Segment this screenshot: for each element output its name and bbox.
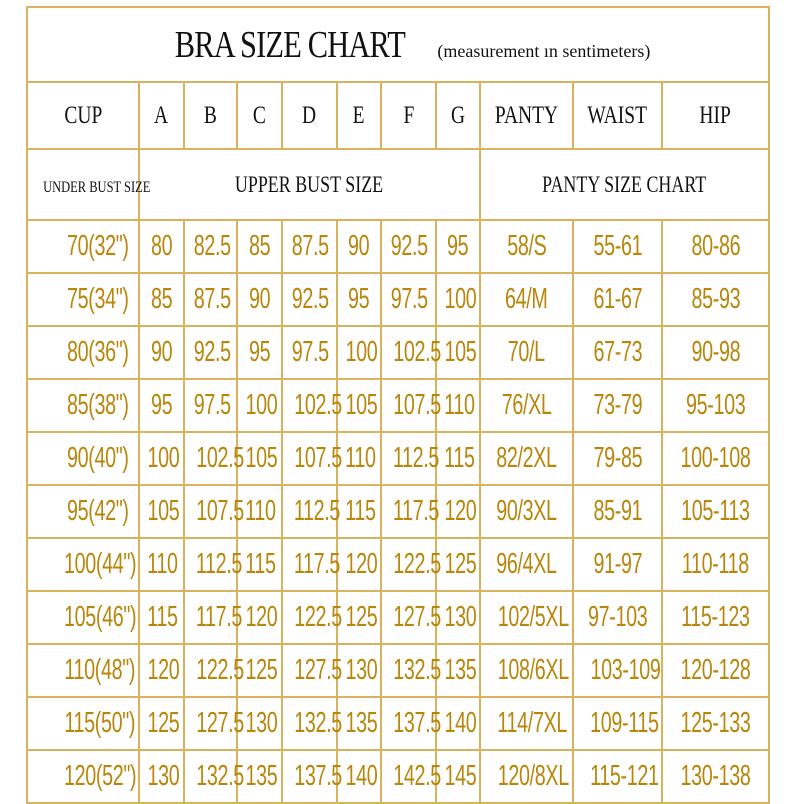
table-cell — [282, 326, 337, 379]
cell-value: 135 — [245, 760, 278, 792]
table-cell — [436, 220, 480, 273]
table-cell — [282, 644, 342, 697]
table-cell — [282, 432, 342, 485]
cell-value: 115-121 — [590, 760, 659, 792]
cell-value: 125 — [444, 548, 477, 580]
cell-value: 102.5 — [294, 389, 342, 421]
cell-value: 120 — [147, 654, 180, 686]
table-cell — [381, 220, 436, 273]
column-header-label: PANTY — [494, 102, 559, 129]
cell-value: 132.5 — [196, 760, 244, 792]
cell-value: 67-73 — [593, 336, 642, 368]
cell-value: 114/7XL — [497, 707, 568, 739]
table-cell — [337, 273, 381, 326]
cell-value: 61-67 — [593, 283, 642, 315]
column-header-label: F — [403, 102, 414, 129]
table-cell — [184, 220, 237, 273]
table-cell — [480, 485, 573, 538]
table-cell — [662, 750, 769, 803]
table-cell — [139, 273, 184, 326]
table-cell — [436, 326, 480, 379]
under-bust-cell — [27, 379, 139, 432]
bra-size-chart-table — [26, 6, 770, 804]
table-cell — [184, 273, 237, 326]
under-bust-cell — [27, 220, 139, 273]
table-cell — [337, 644, 381, 697]
table-cell — [480, 273, 573, 326]
table-cell — [381, 591, 441, 644]
cell-value: 105 — [245, 442, 278, 474]
column-header — [139, 82, 184, 149]
table-row — [27, 591, 769, 644]
cell-value: 100-108 — [680, 442, 751, 474]
table-cell — [480, 644, 573, 697]
cell-value: 92.5 — [193, 336, 231, 368]
cell-value: 80 — [150, 230, 173, 262]
cell-value: 80(36") — [66, 336, 129, 368]
cell-value: 90/3XL — [496, 495, 557, 527]
column-header-label: D — [302, 102, 317, 129]
cell-value: 127.5 — [294, 654, 342, 686]
table-cell — [184, 697, 244, 750]
cell-value: 70(32") — [66, 230, 129, 262]
cell-value: 102.5 — [196, 442, 244, 474]
table-cell — [573, 379, 662, 432]
table-cell — [139, 220, 184, 273]
table-cell — [573, 485, 662, 538]
cell-value: 120/8XL — [497, 760, 569, 792]
cell-value: 125 — [147, 707, 180, 739]
cell-value: 87.5 — [193, 283, 231, 315]
cell-value: 125 — [245, 654, 278, 686]
table-cell — [436, 273, 480, 326]
cell-value: 100 — [245, 389, 278, 421]
table-cell — [139, 432, 184, 485]
table-row — [27, 697, 769, 750]
table-cell — [662, 326, 769, 379]
cell-value: 145 — [444, 760, 477, 792]
panty-size-chart-header — [480, 149, 769, 220]
table-cell — [337, 750, 381, 803]
cell-value: 105 — [444, 336, 477, 368]
cell-value: 140 — [345, 760, 378, 792]
table-cell — [139, 379, 184, 432]
column-header — [237, 82, 282, 149]
cell-value: 82.5 — [193, 230, 231, 262]
table-row — [27, 538, 769, 591]
cell-value: 122.5 — [393, 548, 441, 580]
chart-title-cell — [27, 7, 769, 82]
cell-value: 90 — [248, 283, 271, 315]
table-row — [27, 750, 769, 803]
table-cell — [662, 644, 769, 697]
table-cell — [436, 591, 480, 644]
cell-value: 85(38") — [66, 389, 129, 421]
table-row — [27, 644, 769, 697]
cell-value: 109-115 — [590, 707, 659, 739]
cell-value: 115-123 — [681, 601, 750, 633]
cell-value: 115 — [444, 442, 475, 474]
table-cell — [381, 326, 441, 379]
cell-value: 122.5 — [196, 654, 244, 686]
cell-value: 110 — [147, 548, 178, 580]
chart-title: BRA SIZE CHART — [174, 23, 405, 66]
cell-value: 95-103 — [685, 389, 746, 421]
cell-value: 90(40") — [66, 442, 129, 474]
cell-value: 102.5 — [393, 336, 441, 368]
table-cell — [480, 379, 573, 432]
table-cell — [337, 697, 381, 750]
column-header — [480, 82, 573, 149]
table-cell — [381, 750, 441, 803]
cell-value: 90-98 — [691, 336, 740, 368]
column-header-label: CUP — [64, 102, 102, 129]
cell-value: 70/L — [507, 336, 546, 368]
table-cell — [237, 591, 282, 644]
cell-value: 90 — [348, 230, 370, 262]
cell-value: 135 — [345, 707, 378, 739]
table-cell — [381, 432, 440, 485]
cell-value: 120 — [345, 548, 378, 580]
table-cell — [436, 379, 480, 432]
cell-value: 115 — [345, 495, 376, 527]
table-cell — [573, 220, 662, 273]
cell-value: 87.5 — [291, 230, 329, 262]
under-bust-cell — [27, 326, 139, 379]
cell-value: 130 — [245, 707, 278, 739]
under-bust-label: UNDER BUST SIZE — [43, 179, 151, 196]
cell-value: 95(42") — [66, 495, 129, 527]
cell-value: 115 — [147, 601, 178, 633]
cell-value: 95 — [447, 230, 469, 262]
cell-value: 80-86 — [691, 230, 740, 262]
section-header-row — [27, 149, 769, 220]
table-cell — [139, 697, 184, 750]
table-row — [27, 220, 769, 273]
table-cell — [662, 379, 769, 432]
cell-value: 97.5 — [193, 389, 231, 421]
table-cell — [282, 379, 342, 432]
cell-value: 110-118 — [681, 548, 750, 580]
cell-value: 137.5 — [393, 707, 441, 739]
cell-value: 82/2XL — [496, 442, 557, 474]
cell-value: 130 — [345, 654, 378, 686]
cell-value: 110 — [345, 442, 376, 474]
cell-value: 97-103 — [587, 601, 648, 633]
under-bust-cell — [27, 591, 139, 644]
cell-value: 103-109 — [590, 654, 661, 686]
table-cell — [480, 538, 573, 591]
table-cell — [662, 697, 769, 750]
table-cell — [662, 220, 769, 273]
cell-value: 112.5 — [293, 495, 341, 527]
table-cell — [282, 591, 342, 644]
table-cell — [337, 379, 381, 432]
table-cell — [436, 697, 480, 750]
column-header — [662, 82, 769, 149]
cell-value: 73-79 — [593, 389, 642, 421]
table-cell — [139, 326, 184, 379]
table-cell — [139, 591, 184, 644]
cell-value: 100(44") — [63, 548, 137, 580]
table-cell — [662, 432, 769, 485]
cell-value: 100 — [345, 336, 378, 368]
cell-value: 115(50") — [64, 707, 136, 739]
table-cell — [436, 538, 480, 591]
table-cell — [480, 220, 573, 273]
cell-value: 85 — [150, 283, 173, 315]
table-cell — [662, 485, 769, 538]
table-cell — [184, 644, 244, 697]
table-cell — [573, 750, 662, 803]
table-row — [27, 485, 769, 538]
table-cell — [337, 538, 381, 591]
column-header — [282, 82, 337, 149]
cell-value: 112.5 — [392, 442, 440, 474]
table-cell — [662, 538, 769, 591]
cell-value: 125 — [345, 601, 378, 633]
table-row — [27, 326, 769, 379]
table-cell — [237, 273, 282, 326]
cell-value: 135 — [444, 654, 477, 686]
cell-value: 107.5 — [294, 442, 342, 474]
table-cell — [573, 591, 662, 644]
under-bust-cell — [27, 273, 139, 326]
cell-value: 102/5XL — [497, 601, 569, 633]
under-bust-header — [27, 149, 151, 220]
under-bust-cell — [27, 432, 139, 485]
table-cell — [381, 644, 441, 697]
column-header-row — [27, 82, 769, 149]
table-cell — [662, 273, 769, 326]
table-cell — [381, 538, 441, 591]
table-cell — [436, 485, 480, 538]
column-header — [184, 82, 237, 149]
column-header — [436, 82, 480, 149]
table-cell — [237, 220, 282, 273]
table-cell — [337, 326, 381, 379]
cell-value: 110(48") — [64, 654, 136, 686]
cell-value: 140 — [444, 707, 477, 739]
table-cell — [337, 432, 381, 485]
under-bust-cell — [27, 697, 139, 750]
cell-value: 105-113 — [681, 495, 750, 527]
cell-value: 127.5 — [393, 601, 441, 633]
table-cell — [184, 538, 243, 591]
cell-value: 108/6XL — [497, 654, 569, 686]
cell-value: 142.5 — [393, 760, 441, 792]
cell-value: 64/M — [505, 283, 548, 315]
table-cell — [381, 379, 441, 432]
column-header-label: HIP — [699, 102, 732, 129]
cell-value: 125-133 — [680, 707, 751, 739]
cell-value: 105 — [147, 495, 180, 527]
cell-value: 105(46") — [63, 601, 137, 633]
table-cell — [282, 538, 341, 591]
cell-value: 130 — [147, 760, 180, 792]
chart-subtitle: (measurement ın sentimeters) — [437, 40, 651, 61]
upper-bust-header — [139, 149, 480, 220]
table-row — [27, 273, 769, 326]
table-cell — [282, 220, 337, 273]
cell-value: 85-91 — [593, 495, 642, 527]
table-cell — [381, 273, 436, 326]
cell-value: 120 — [444, 495, 477, 527]
cell-value: 107.5 — [196, 495, 244, 527]
chart-body — [27, 7, 769, 803]
cell-value: 85-93 — [691, 283, 740, 315]
cell-value: 132.5 — [393, 654, 441, 686]
cell-value: 130 — [444, 601, 477, 633]
table-cell — [139, 750, 184, 803]
cell-value: 117.5 — [392, 495, 440, 527]
table-cell — [282, 697, 342, 750]
column-header-label: E — [353, 102, 365, 129]
table-cell — [480, 697, 573, 750]
cell-value: 55-61 — [593, 230, 642, 262]
table-row — [27, 379, 769, 432]
table-cell — [282, 273, 337, 326]
under-bust-cell — [27, 644, 139, 697]
under-bust-cell — [27, 750, 139, 803]
table-row — [27, 432, 769, 485]
cell-value: 137.5 — [294, 760, 342, 792]
cell-value: 112.5 — [195, 548, 243, 580]
column-header — [337, 82, 381, 149]
panty-size-chart-label: PANTY SIZE CHART — [542, 172, 707, 197]
table-cell — [337, 485, 381, 538]
cell-value: 95 — [248, 336, 271, 368]
table-cell — [573, 538, 662, 591]
column-header — [27, 82, 139, 149]
table-cell — [573, 273, 662, 326]
cell-value: 105 — [345, 389, 378, 421]
cell-value: 92.5 — [390, 230, 428, 262]
table-cell — [184, 326, 237, 379]
cell-value: 130-138 — [680, 760, 751, 792]
column-header-label: A — [154, 102, 169, 129]
table-cell — [436, 432, 480, 485]
column-header-label: C — [252, 102, 267, 129]
under-bust-cell — [27, 538, 139, 591]
cell-value: 75(34") — [66, 283, 129, 315]
cell-value: 132.5 — [294, 707, 342, 739]
cell-value: 76/XL — [501, 389, 552, 421]
column-header — [381, 82, 436, 149]
table-cell — [662, 591, 769, 644]
under-bust-cell — [27, 485, 139, 538]
upper-bust-label: UPPER BUST SIZE — [235, 172, 384, 197]
cell-value: 120(52") — [63, 760, 137, 792]
cell-value: 95 — [150, 389, 173, 421]
table-cell — [184, 379, 237, 432]
cell-value: 100 — [147, 442, 180, 474]
table-cell — [381, 697, 441, 750]
cell-value: 97.5 — [291, 336, 329, 368]
table-cell — [237, 538, 282, 591]
table-cell — [282, 750, 342, 803]
table-cell — [337, 591, 381, 644]
table-cell — [184, 750, 244, 803]
table-cell — [237, 379, 282, 432]
cell-value: 100 — [444, 283, 477, 315]
table-cell — [139, 485, 184, 538]
table-cell — [480, 432, 573, 485]
cell-value: 122.5 — [294, 601, 342, 633]
cell-value: 79-85 — [593, 442, 642, 474]
cell-value: 92.5 — [291, 283, 329, 315]
cell-value: 107.5 — [393, 389, 441, 421]
cell-value: 95 — [348, 283, 370, 315]
table-cell — [573, 644, 662, 697]
table-cell — [337, 220, 381, 273]
table-cell — [139, 644, 184, 697]
cell-value: 120 — [245, 601, 278, 633]
cell-value: 117.5 — [293, 548, 341, 580]
cell-value: 110 — [444, 389, 475, 421]
table-cell — [184, 485, 244, 538]
table-cell — [480, 591, 573, 644]
table-cell — [381, 485, 440, 538]
table-cell — [139, 538, 184, 591]
table-cell — [480, 326, 573, 379]
column-header — [573, 82, 662, 149]
cell-value: 85 — [248, 230, 271, 262]
cell-value: 58/S — [506, 230, 547, 262]
cell-value: 120-128 — [680, 654, 751, 686]
cell-value: 117.5 — [195, 601, 243, 633]
cell-value: 96/4XL — [496, 548, 557, 580]
cell-value: 110 — [245, 495, 276, 527]
table-cell — [573, 697, 662, 750]
cell-value: 97.5 — [390, 283, 428, 315]
table-cell — [184, 432, 244, 485]
table-cell — [436, 750, 480, 803]
table-cell — [436, 644, 480, 697]
column-header-label: WAIST — [587, 102, 648, 129]
column-header-label: B — [203, 102, 218, 129]
cell-value: 90 — [150, 336, 173, 368]
column-header-label: G — [450, 102, 466, 129]
table-cell — [573, 326, 662, 379]
table-cell — [573, 432, 662, 485]
table-cell — [282, 485, 341, 538]
table-cell — [184, 591, 243, 644]
cell-value: 115 — [245, 548, 276, 580]
table-cell — [480, 750, 573, 803]
table-cell — [237, 326, 282, 379]
cell-value: 127.5 — [196, 707, 244, 739]
cell-value: 91-97 — [593, 548, 642, 580]
